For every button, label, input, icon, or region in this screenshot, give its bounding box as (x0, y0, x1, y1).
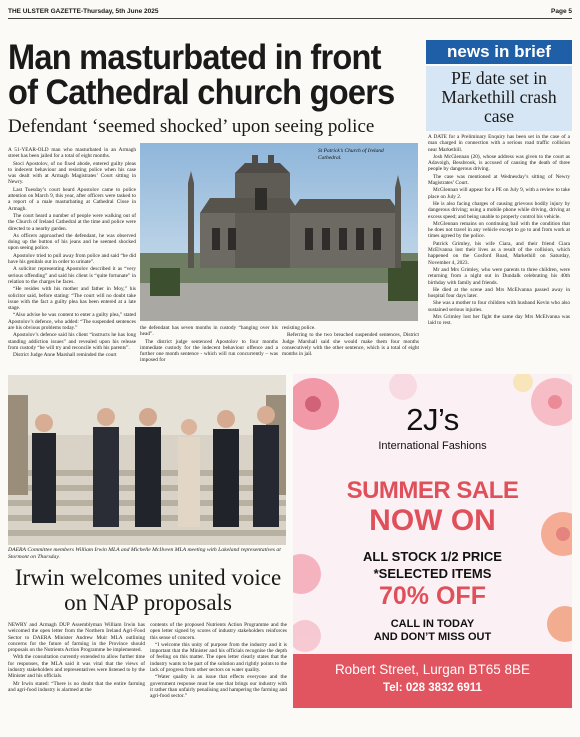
ad-call-to-action (293, 618, 572, 644)
paragraph: The case was mentioned at Wednesday’s sitting of Newry Magistrates’ Court. (428, 173, 570, 187)
paragraph: Mr and Mrs Grimley, who were parents to three children, were returning from a night out in Dundalk celebrating his 40th birthday with family and friends. (428, 266, 570, 286)
cathedral-photo-caption: St Patrick’s Church of Ireland Cathedral. (318, 148, 384, 161)
cathedral-photo (140, 143, 418, 321)
paragraph: “I welcome this unity of purpose from the industry and it is important that the Minister and his officials recognise the depth of feeling on this matter. The open letter clearly states that the industry wants to be part of the solution and rightly points to the lack of progress from other sectors on water quality. (150, 641, 287, 674)
paragraph: The court heard a number of people were walking out of the Church of Ireland Cathedral at the time and police were directed to a nearby garden. (8, 212, 136, 232)
irwin-story-column-2 (150, 622, 287, 701)
ad-brand: 2J’s (406, 402, 459, 437)
main-subhead: Defendant ‘seemed shocked’ upon seeing police (8, 116, 375, 137)
main-story-column-3 (282, 325, 419, 358)
ad-footer (293, 654, 572, 708)
ad-now-on: NOW ON (369, 504, 496, 537)
paragraph: With the consultation currently extended to allow further time for responses, the MLA said it was vital that the views of industry stakeholders and representatives were listened to by the Minister and his officials. (8, 654, 145, 680)
paragraph: The district judge sentenced Apostolov to four months immediate custody for the indecent behaviour offence and a further one month sentence - which will run concurrently – was imposed for (140, 338, 278, 364)
page-number: Page 5 (551, 7, 572, 15)
paragraph: Referring to the two breached suspended sentences, District Judge Marshall said she would make them four months consecutively with the other sentence, which is a total of eight months in jail. (282, 332, 419, 358)
paragraph: McGlennan remains on continuing bail with the condition that he does not travel in any vehicle except to go to and from work at times agreed by the police. (428, 220, 570, 240)
page-header (8, 4, 572, 19)
paragraph: resisting police. (282, 325, 316, 331)
sale-advert (293, 374, 572, 708)
ad-half-price: ALL STOCK 1/2 PRICE (363, 549, 502, 564)
main-story-column-1 (8, 147, 136, 360)
paragraph: Apostolov’s defence said his client “instructs he has long standing addiction issues” and revealed upon his release from custody “he will try and reconcile with his parents”. (8, 332, 136, 351)
paragraph: A solicitor representing Apostolov described it as “very serious offending” and said his client is “quite fortunate” in relation to the charges he faces. (8, 266, 136, 285)
ad-telephone: Tel: 028 3832 6911 (383, 682, 482, 694)
paragraph: “He resides with his mother and father in Moy,” his solicitor said, before stating: “The court will no doubt take issue with the fact a guilty plea has been entered at a late stage. (8, 286, 136, 312)
paragraph: District Judge Anne Marshall reminded the court (13, 352, 117, 359)
ad-summer-sale: SUMMER SALE (346, 477, 519, 504)
ad-seventy-off: 70% OFF (379, 582, 486, 610)
paragraph: Apostolov tried to pull away from police and said “he did have his genitals out in order to urinate”. (8, 252, 136, 266)
paragraph: He died at the scene and Mrs McElvanna passed away in hospital four days later. (428, 286, 570, 300)
ad-address: Robert Street, Lurgan BT65 8BE (334, 662, 531, 677)
paragraph: “Also advise he was content to enter a guilty plea,” stated Apostolov’s defence, who added: “The suspended sentences are his obvious problems today.” (8, 312, 136, 332)
paragraph: Last Tuesday’s court heard Apostolov came to police attention on March 9, this year, after officers were tasked to a report of a male masturbating at Cathedral Close in Armagh. (8, 186, 136, 212)
paragraph: Josh McGlennan (20), whose address was given to the court as Adavoigh, Bessbrook, is accused of causing the death of three people by dangerous driving. (428, 153, 570, 173)
paragraph: “Water quality is an issue that effects everyone and the government response must be one that brings our industry with it rather than unfairly penalising and hampering the farming and agri-food sector.” (150, 674, 287, 700)
paragraph: Mr Irwin stated: “There is no doubt that the entire farming and agri-food industry is alarmed at the (8, 680, 145, 693)
paragraph: Patrick Grimley, his wife Ciara, and their friend Ciara McElvanna lost their lives as a result of the collision, which happened on the Gosford Road, Markethill on Saturday, November 4, 2023. (428, 240, 570, 266)
ad-call-line-1: CALL IN TODAY (390, 618, 475, 630)
ad-tagline: International Fashions (378, 440, 487, 452)
paragraph: A DATE for a Preliminary Enquiry has been set in the case of a man charged in connection with a serious road traffic collision near Markethill. (428, 134, 570, 153)
ad-selected-items: *SELECTED ITEMS (373, 566, 492, 581)
paragraph: contents of the proposed Nutrients Action Programme and the open letter signed by scores of industry stakeholders reinforces this sense of concern. (150, 622, 287, 641)
stormont-group-photo (8, 375, 286, 545)
group-photo-caption: DAERA Committee members William Irwin MLA and Michelle McIlveen MLA meeting with Lakeland representatives at Stormont on Thursday. (8, 547, 281, 560)
paragraph: NEWRY and Armagh DUP Assemblyman William Irwin has welcomed the open letter from the Northern Ireland Agri-Food Sector to DAERA Minister Andrew Muir MLA outlining concerns for the future of farming in the Province should proposals on the Nutrients Action Programme be implemented. (8, 622, 145, 654)
paragraph: the defendant has seven months in custody “hanging over his head”. (140, 325, 278, 338)
main-headline: Man masturbated in front of Cathedral church goers (8, 38, 395, 112)
irwin-story-column-1 (8, 622, 145, 694)
paragraph: A 51-YEAR-OLD man who masturbated in an Armagh street has been jailed for a total of eight months. (8, 147, 136, 160)
paragraph: She was a mother to four children with husband Kevin who also sustained serious injuries. (428, 300, 570, 313)
paragraph: Mrs Grimley lost her fight the same day Mrs McElvanna was laid to rest. (428, 314, 570, 327)
paragraph: McGlennan will appear for a PE on July 9, with a review to take place on July 2. (428, 187, 570, 200)
paragraph: As officers approached the defendant, he was observed doing up the button of his jeans and he seemed shocked upon seeing police. (8, 232, 136, 252)
paper-date: THE ULSTER GAZETTE-Thursday, 5th June 2025 (8, 7, 159, 15)
news-in-brief-label: news in brief (426, 40, 572, 64)
irwin-headline: Irwin welcomes united voice on NAP proposals (14, 565, 282, 615)
brief-headline: PE date set in Markethill crash case (426, 66, 572, 131)
paragraph: He is also facing charges of causing grievous bodily injury by dangerous driving; using a mobile phone while driving, driving at excess speed; and being unable to properly control his vehicle. (428, 200, 570, 220)
ad-call-line-2: AND DON’T MISS OUT (373, 631, 492, 643)
paragraph: Stoci Apostolov, of no fixed abode, entered guilty pleas to indecent behaviour and resisting police when his case was dealt with at Armagh Magistrates’ Court sitting in Newry. (8, 160, 136, 186)
brief-story-text (428, 134, 570, 328)
main-story-column-2 (140, 325, 278, 365)
